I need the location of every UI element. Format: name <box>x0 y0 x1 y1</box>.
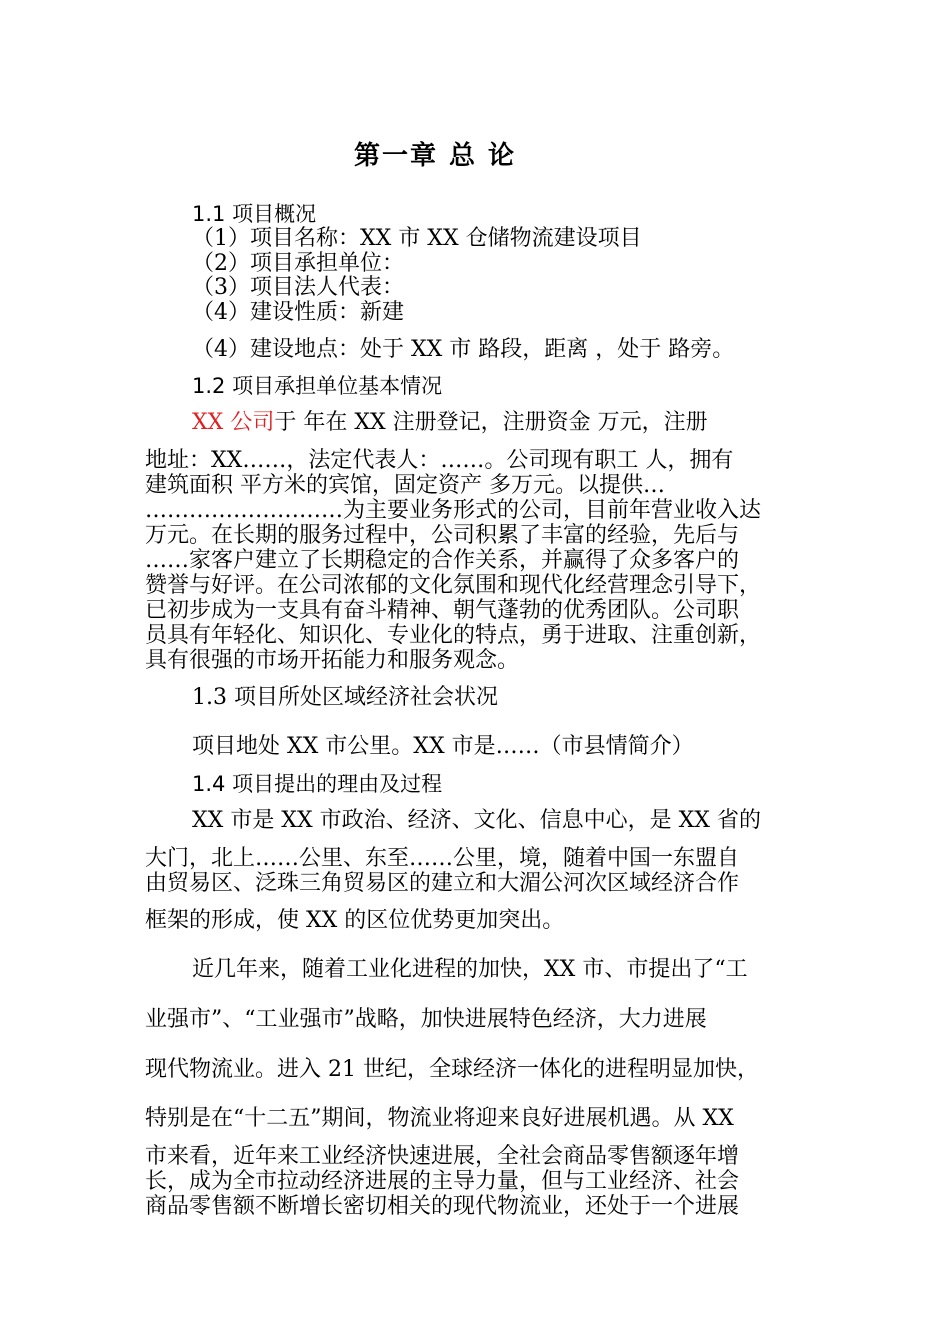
paragraph-line: 已初步成为一支具有奋斗精神、朝气蓬勃的优秀团队。公司职 <box>145 598 740 623</box>
section-heading-1-1: 1.1 项目概况 <box>192 202 317 226</box>
paragraph-line: ………………………为主要业务形式的公司，目前年营业收入达 <box>145 498 762 523</box>
paragraph-line: 员具有年轻化、知识化、专业化的特点，勇于进取、注重创新， <box>145 623 762 648</box>
paragraph-line: 现代物流业。进入 21 世纪，全球经济一体化的进程明显加快， <box>145 1057 759 1082</box>
paragraph-line: 特别是在“十二五”期间，物流业将迎来良好进展机遇。从 XX <box>145 1106 734 1131</box>
paragraph-text: 于 年在 XX 注册登记，注册资金 万元，注册 <box>274 410 708 435</box>
paragraph-line: 项目地处 XX 市公里。XX 市是……（市县情简介） <box>192 734 694 759</box>
paragraph-line: 地址：XX……，法定代表人：……。公司现有职工 人，拥有 <box>145 448 734 473</box>
section-heading-1-4: 1.4 项目提出的理由及过程 <box>192 772 443 796</box>
paragraph-line: 大门，北上……公里、东至……公里，境，随着中国一东盟自 <box>145 846 740 871</box>
paragraph-line: 建筑面积 平方米的宾馆，固定资产 多万元。以提供… <box>145 473 665 498</box>
paragraph-line: 业强市”、“工业强市”战略，加快进展特色经济，大力进展 <box>145 1007 707 1032</box>
project-item: （4）建设性质：新建 <box>192 300 404 325</box>
paragraph-line: 长，成为全市拉动经济进展的主导力量，但与工业经济、社会 <box>145 1169 740 1194</box>
chapter-title: 第一章 总 论 <box>353 141 517 171</box>
section-heading-1-3: 1.3 项目所处区域经济社会状况 <box>192 685 498 710</box>
paragraph-line: 万元。在长期的服务过程中，公司积累了丰富的经验，先后与 <box>145 523 740 548</box>
paragraph-line: 赞誉与好评。在公司浓郁的文化氛围和现代化经营理念引导下， <box>145 573 762 598</box>
company-name: XX 公司 <box>192 410 275 435</box>
paragraph-line: 商品零售额不断增长密切相关的现代物流业，还处于一个进展 <box>145 1194 740 1219</box>
project-item: （1）项目名称：XX 市 XX 仓储物流建设项目 <box>192 226 642 251</box>
paragraph-line <box>192 410 852 436</box>
paragraph-line: 近几年来，随着工业化进程的加快，XX 市、市提出了“工 <box>192 957 748 982</box>
paragraph-line: 具有很强的市场开拓能力和服务观念。 <box>145 648 520 673</box>
paragraph-line: 框架的形成，使 XX 的区位优势更加突出。 <box>145 908 565 933</box>
paragraph-line: 由贸易区、泛珠三角贸易区的建立和大湄公河次区域经济合作 <box>145 871 740 896</box>
project-item: （2）项目承担单位： <box>192 251 404 276</box>
section-heading-1-2: 1.2 项目承担单位基本情况 <box>192 374 443 398</box>
paragraph-line: XX 市是 XX 市政治、经济、文化、信息中心，是 XX 省的 <box>192 808 761 833</box>
project-item: （3）项目法人代表： <box>192 275 404 300</box>
paragraph-line: 市来看，近年来工业经济快速进展，全社会商品零售额逐年增 <box>145 1144 740 1169</box>
paragraph-line: ……家客户建立了长期稳定的合作关系，并赢得了众多客户的 <box>145 548 740 573</box>
project-item: （4）建设地点：处于 XX 市 路段，距离 ，处于 路旁。 <box>192 337 735 362</box>
